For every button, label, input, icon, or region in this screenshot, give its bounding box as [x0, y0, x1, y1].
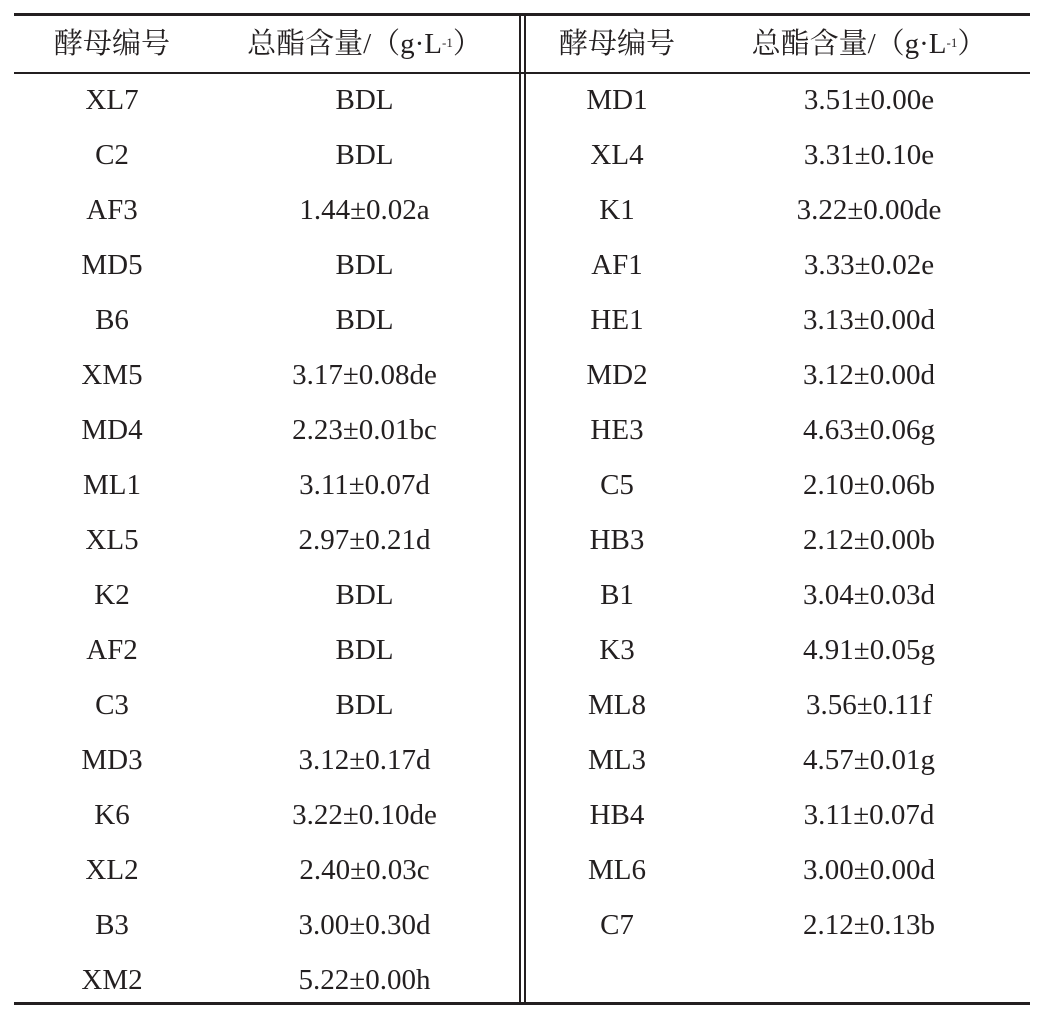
strain-cell: MD2 — [586, 359, 648, 391]
strain-cell: HE3 — [590, 414, 644, 446]
ester-value-cell: 1.44±0.02a — [299, 194, 430, 226]
ester-value-cell: 3.33±0.02e — [803, 249, 935, 281]
strain-cell: ML1 — [83, 469, 141, 501]
header-ester-prefix: 总酯含量/（g·L — [751, 27, 947, 60]
ester-value-cell: 3.12±0.00d — [803, 359, 935, 391]
ester-value-cell: 3.04±0.03d — [803, 579, 935, 611]
strain-cell: MD1 — [586, 84, 648, 116]
strain-cell: K2 — [94, 579, 130, 611]
strain-cell: AF2 — [86, 634, 138, 666]
ester-value-cell: BDL — [335, 139, 394, 171]
header-ester-suffix: ） — [452, 27, 482, 60]
header-strain-left: 酵母编号 — [53, 27, 170, 60]
ester-value-cell: 5.22±0.00h — [298, 964, 431, 996]
strain-cell: B3 — [95, 909, 129, 941]
strain-cell: AF1 — [591, 249, 643, 281]
ester-value-cell: 3.31±0.10e — [803, 139, 935, 171]
strain-cell: MD5 — [81, 249, 143, 281]
strain-cell: K3 — [599, 634, 635, 666]
ester-value-cell: 2.97±0.21d — [298, 524, 431, 556]
strain-cell: C3 — [95, 689, 129, 721]
ester-value-cell: 2.40±0.03c — [299, 854, 430, 886]
strain-cell: ML6 — [588, 854, 646, 886]
header-ester-left — [210, 16, 519, 72]
strain-cell: HB3 — [589, 524, 645, 556]
strain-cell: XL7 — [85, 84, 139, 116]
ester-value-cell: 3.12±0.17d — [298, 744, 431, 776]
ester-value-cell: 2.10±0.06b — [803, 469, 935, 501]
strain-cell: HE1 — [590, 304, 644, 336]
ester-value-cell: 3.11±0.07d — [803, 799, 935, 831]
strain-cell: B1 — [600, 579, 634, 611]
header-strain-right: 酵母编号 — [558, 27, 675, 60]
ester-value-cell: BDL — [335, 304, 394, 336]
ester-value-cell: 3.22±0.00de — [796, 194, 942, 226]
strain-cell: K1 — [599, 194, 635, 226]
ester-value-cell: 2.23±0.01bc — [292, 414, 437, 446]
double-divider-left — [519, 13, 521, 1005]
strain-cell: XM5 — [81, 359, 143, 391]
strain-cell: XM2 — [81, 964, 143, 996]
ester-value-cell: 3.11±0.07d — [299, 469, 430, 501]
strain-cell: ML8 — [588, 689, 646, 721]
strain-cell: C5 — [600, 469, 634, 501]
strain-cell: XL5 — [85, 524, 139, 556]
strain-cell: XL4 — [590, 139, 644, 171]
ester-value-cell: BDL — [335, 84, 394, 116]
ester-value-cell: BDL — [335, 634, 394, 666]
ester-value-cell: 3.13±0.00d — [803, 304, 935, 336]
header-ester-sup: -1 — [946, 34, 958, 50]
ester-value-cell: 2.12±0.13b — [803, 909, 935, 941]
ester-value-cell: 3.00±0.30d — [298, 909, 431, 941]
header-ester-suffix: ） — [957, 27, 987, 60]
strain-cell: HB4 — [589, 799, 645, 831]
strain-cell: MD3 — [81, 744, 143, 776]
strain-cell: C2 — [95, 139, 129, 171]
ester-value-cell: 4.63±0.06g — [803, 414, 935, 446]
strain-cell: ML3 — [588, 744, 646, 776]
ester-value-cell: 3.17±0.08de — [292, 359, 437, 391]
ester-value-cell: BDL — [335, 689, 394, 721]
ester-value-cell: 3.00±0.00d — [803, 854, 935, 886]
ester-value-cell: 2.12±0.00b — [803, 524, 935, 556]
ester-value-cell: 3.22±0.10de — [292, 799, 437, 831]
strain-cell: K6 — [94, 799, 130, 831]
strain-cell: C7 — [600, 909, 634, 941]
header-ester-sup: -1 — [442, 34, 453, 50]
ester-value-cell: 4.57±0.01g — [803, 744, 935, 776]
ester-value-cell: 4.91±0.05g — [803, 634, 935, 666]
ester-value-cell: BDL — [335, 249, 394, 281]
ester-value-cell: 3.51±0.00e — [803, 84, 935, 116]
ester-value-cell: BDL — [335, 579, 394, 611]
strain-cell: B6 — [95, 304, 129, 336]
strain-cell: MD4 — [81, 414, 143, 446]
header-ester-right — [708, 16, 1030, 72]
strain-cell: AF3 — [86, 194, 138, 226]
header-ester-prefix: 总酯含量/（g·L — [247, 27, 443, 60]
strain-cell: XL2 — [85, 854, 139, 886]
ester-value-cell: 3.56±0.11f — [806, 689, 932, 721]
